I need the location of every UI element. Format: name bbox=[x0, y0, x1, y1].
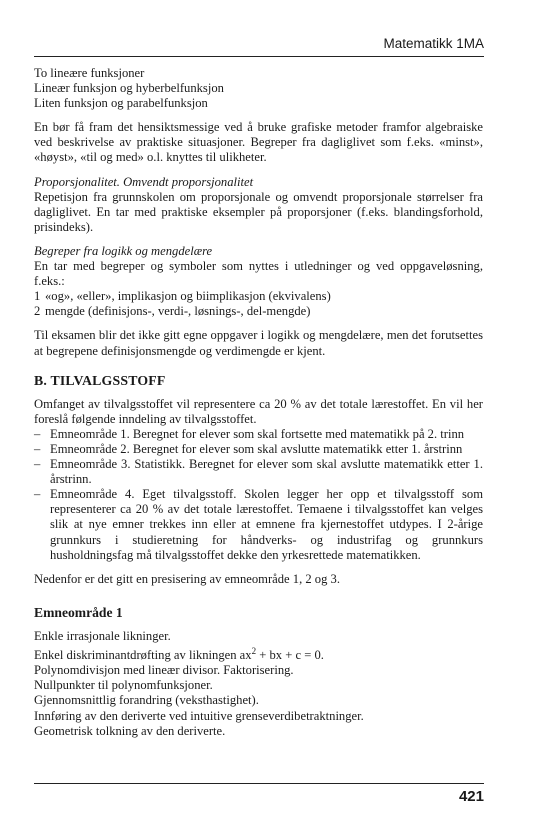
discriminant-line: Enkel diskriminantdrøfting av likningen $ax^2$ + bx + c = 0. bbox=[34, 646, 324, 663]
logic-paragraph: En tar med begreper og symboler som nyttes i utledninger og ved oppgaveløsning, f.eks.: bbox=[34, 259, 483, 289]
section-b-intro: Omfanget av tilvalgsstoffet vil representere ca 20 % av det totale lærestoffet. En vil her foreslå følgende inndeling av tilvalgsstoffet. bbox=[34, 396, 483, 426]
list-item: Polynomdivisjon med lineær divisor. Faktorisering. bbox=[34, 663, 294, 678]
page-body bbox=[34, 66, 483, 739]
list-item: – Emneområde 4. Eget tilvalgsstoff. Skolen legger her opp et tilvalgsstoff som representerer ca 20 % av det totale lærestoffet. Temaene i tilvalgsstoffet kan velges slik at nye emner trekkes inn eller at emnene fra kjernestoffet utdypes. I 2-årige grunnkurs i studieretning for håndverks- og industrifag og grunnkurs husholdningsfag må tilvalgsstoffet dekke den yrkesrettede matematikken. bbox=[34, 487, 483, 562]
list-item: 1 «og», «eller», implikasjon og biimplikasjon (ekvivalens) bbox=[34, 289, 331, 304]
running-title: Matematikk 1MA bbox=[383, 36, 484, 51]
list-item: – Emneområde 3. Statistikk. Beregnet for elever som skal avslutte matematikk etter 1. årstrinn. bbox=[34, 457, 483, 487]
logic-list bbox=[34, 289, 483, 319]
list-item: 2 mengde (definisjons-, verdi-, løsnings-, del-mengde) bbox=[34, 304, 311, 319]
intro-line: Liten funksjon og parabelfunksjon bbox=[34, 96, 208, 111]
section-b-list bbox=[34, 427, 483, 563]
logic-heading: Begreper fra logikk og mengdelære bbox=[34, 243, 213, 258]
emne1-heading: Emneområde 1 bbox=[34, 604, 123, 620]
page-number: 421 bbox=[458, 788, 484, 805]
list-item: Enkle irrasjonale likninger. bbox=[34, 628, 171, 643]
list-item: Nullpunkter til polynomfunksjoner. bbox=[34, 678, 213, 693]
list-item: Gjennomsnittlig forandring (veksthastighet). bbox=[34, 693, 259, 708]
intro-line: To lineære funksjoner bbox=[34, 66, 145, 80]
exam-paragraph: Til eksamen blir det ikke gitt egne oppgaver i logikk og mengdelære, men det forutsettes at begrepene definisjonsmengde og verdimengde er kjent. bbox=[34, 328, 483, 358]
proportionality-heading: Proporsjonalitet. Omvendt proporsjonalitet bbox=[34, 174, 254, 189]
list-item: Geometrisk tolkning av den deriverte. bbox=[34, 723, 226, 738]
page-header bbox=[34, 34, 484, 57]
proportionality-paragraph: Repetisjon fra grunnskolen om proporsjonale og omvendt proporsjonale størrelser fra dagliglivet. En tar med praktiske eksempler på proporsjoner (f.eks. blandingsforhold, prisindeks). bbox=[34, 189, 483, 234]
section-b-heading: B. TILVALGSSTOFF bbox=[34, 372, 166, 388]
footer-rule bbox=[34, 783, 484, 784]
intro-line: Lineær funksjon og hyberbelfunksjon bbox=[34, 81, 224, 96]
section-b-closing: Nedenfor er det gitt en presisering av emneområde 1, 2 og 3. bbox=[34, 571, 340, 586]
graphical-methods-paragraph: En bør få fram det hensiktsmessige ved å bruke grafiske metoder framfor algebraiske ved beskrivelse av praktiske situasjoner. Begreper fra dagliglivet som f.eks. «minst», «høyst», «til og med» o.l. knyttes til ulikheter. bbox=[34, 120, 483, 165]
list-item: – Emneområde 1. Beregnet for elever som skal fortsette med matematikk på 2. trinn bbox=[34, 427, 483, 442]
list-item: Innføring av den deriverte ved intuitive grenseverdibetraktninger. bbox=[34, 708, 364, 723]
list-item: – Emneområde 2. Beregnet for elever som skal avslutte matematikk etter 1. årstrinn bbox=[34, 442, 483, 457]
